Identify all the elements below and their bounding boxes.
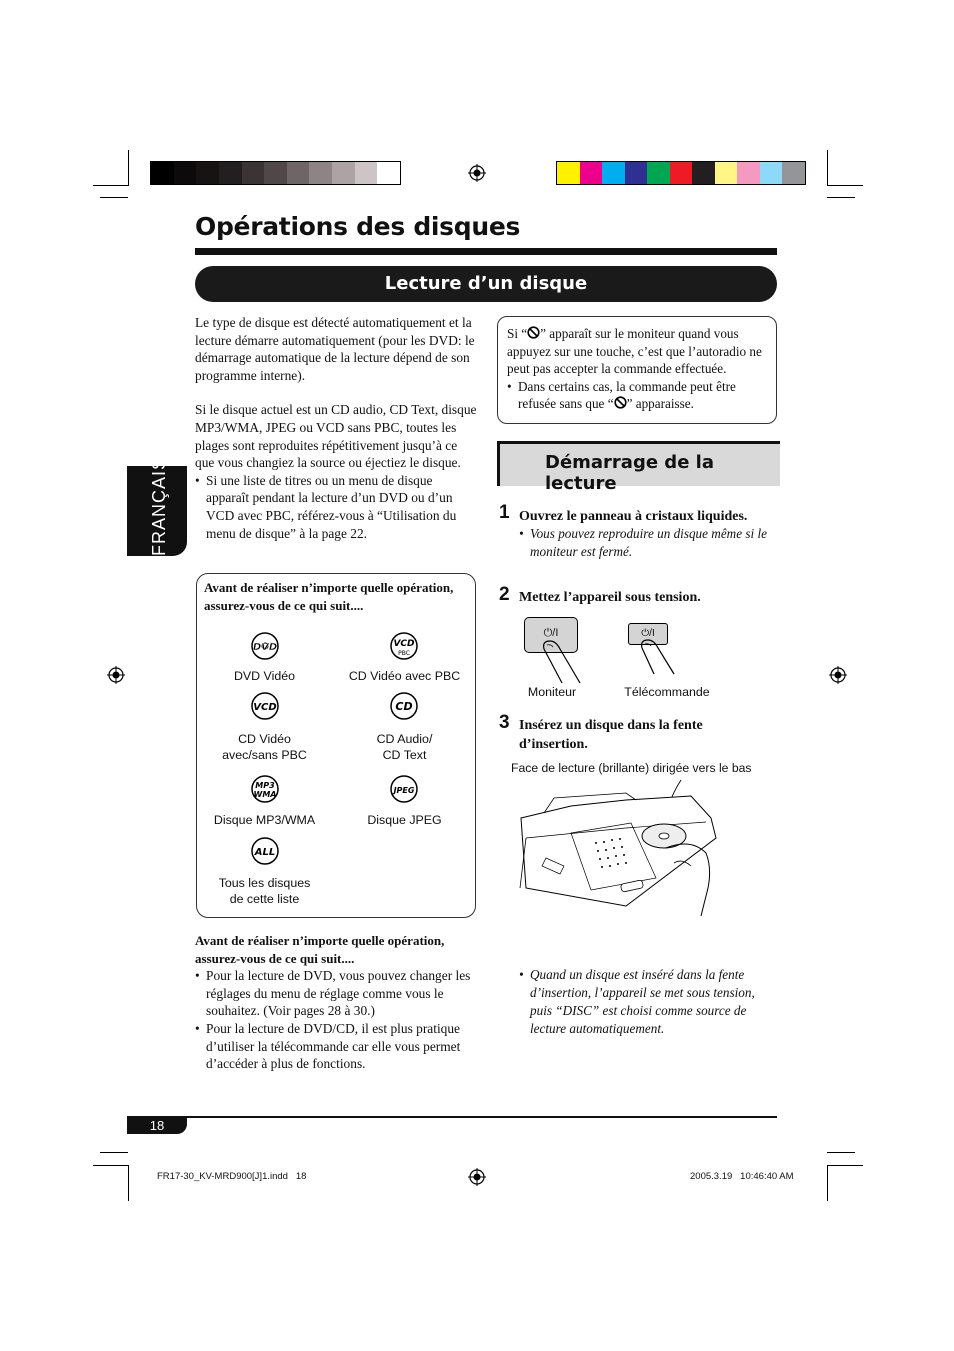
- calibration-swatch: [219, 162, 242, 184]
- vcd-logo-text: VCD: [253, 702, 277, 713]
- prohibited-icon: [527, 326, 540, 339]
- prohibited-icon: [614, 396, 627, 409]
- crop-mark: [128, 1165, 129, 1201]
- disc-insertion-illustration: [516, 778, 720, 918]
- calibration-swatch: [355, 162, 378, 184]
- crop-mark: [93, 1165, 129, 1166]
- finger-icon: [638, 636, 688, 676]
- bottom-rule: [127, 1116, 777, 1118]
- step3-text: Insérez un disque dans la fente d’insertion.: [519, 718, 703, 752]
- dvd-settings-bullet: • Pour la lecture de DVD, vous pouvez changer les réglages du menu de réglage comme vous le souhaitez. (Voir pages 28 à 30.): [195, 967, 477, 1020]
- disc-label-cd-line1: CD Audio/: [376, 732, 433, 746]
- all-logo-icon: [250, 836, 280, 866]
- remote-label: Télécommande: [624, 685, 710, 699]
- note-text-end: ” apparaît sur le moniteur quand vous appuyez sur une touche, c’est que l’autoradio ne peut pas accepter la commande effectuée.: [507, 326, 762, 377]
- calibration-swatch: [737, 162, 760, 184]
- disc-label-cd-line2: CD Text: [382, 748, 427, 762]
- calibration-swatch: [377, 162, 400, 184]
- section-heading: Lecture d’un disque: [195, 266, 777, 302]
- step3-note: • Quand un disque est inséré dans la fente d’insertion, l’appareil se met sous tension, puis “DISC” est choisi comme source de lecture automatiquement.: [519, 966, 778, 1038]
- calibration-swatch: [151, 162, 174, 184]
- dvd-logo-text: DVD: [252, 642, 278, 653]
- intro-paragraph: Le type de disque est détecté automatiquement et la lecture démarre automatiquement (pour les DVD: le démarrage automatique de la lecture dépend de son programme interne).: [195, 315, 475, 383]
- calibration-swatch: [625, 162, 648, 184]
- page-number: 18: [127, 1118, 187, 1134]
- monitor-label: Moniteur: [527, 685, 577, 699]
- step1-text: Ouvrez le panneau à cristaux liquides.: [519, 509, 748, 524]
- mp3-wma-logo-icon: [250, 774, 280, 804]
- dvd-logo-icon: [250, 631, 280, 661]
- calibration-swatch: [264, 162, 287, 184]
- title-rule: [195, 248, 777, 255]
- step1-note: • Vous pouvez reproduire un disque même si le moniteur est fermé.: [519, 525, 785, 561]
- disc-types-box: [196, 573, 476, 918]
- mp3-logo-text: MP3: [255, 781, 275, 790]
- disc-label-vcd: [207, 731, 322, 763]
- calibration-swatch: [715, 162, 738, 184]
- crop-mark: [827, 185, 863, 186]
- language-tab: [127, 456, 187, 556]
- repeat-paragraph: Si le disque actuel est un CD audio, CD Text, disque MP3/WMA, JPEG ou VCD sans PBC, toutes les plages sont reproduites répétitivement jusqu’à ce que vous changiez la source ou éjectiez le disque.: [195, 402, 477, 471]
- pbc-logo-text: PBC: [398, 650, 410, 657]
- calibration-swatch: [174, 162, 197, 184]
- cd-logo-text: CD: [395, 700, 413, 713]
- calibration-swatch: [580, 162, 603, 184]
- crop-mark: [827, 1165, 828, 1201]
- step-number: 3: [499, 712, 510, 733]
- insert-caption: Face de lecture (brillante) dirigée vers le bas: [511, 761, 752, 775]
- language-tab-label: FRANÇAIS: [149, 456, 169, 556]
- calibration-swatch: [782, 162, 805, 184]
- disc-label-cd: [337, 731, 472, 763]
- disc-label-mp3-wma: Disque MP3/WMA: [213, 813, 316, 827]
- vcd-pbc-logo-icon: [389, 631, 419, 661]
- disc-label-vcd-line1: CD Vidéo: [238, 732, 291, 746]
- disc-label-vcd-pbc: CD Vidéo avec PBC: [348, 669, 461, 683]
- calibration-swatch: [602, 162, 625, 184]
- before-operation-heading: Avant de réaliser n’importe quelle opération, assurez-vous de ce qui suit....: [195, 933, 445, 966]
- crop-mark: [100, 197, 128, 198]
- disc-label-dvd: DVD Vidéo: [233, 669, 296, 683]
- finger-icon: [540, 635, 590, 685]
- crop-mark: [827, 1165, 863, 1166]
- calibration-swatch: [309, 162, 332, 184]
- calibration-swatch: [557, 162, 580, 184]
- section-heading-2-label: Démarrage de la lecture: [545, 452, 714, 494]
- crop-mark: [128, 150, 129, 186]
- page-title: Opérations des disques: [195, 212, 521, 241]
- registration-mark-icon: [829, 666, 847, 684]
- step-number: 2: [499, 584, 510, 605]
- vcd-logo-icon: [250, 691, 280, 721]
- crop-mark: [93, 185, 129, 186]
- cd-logo-icon: [389, 691, 419, 721]
- registration-mark-icon: [107, 666, 125, 684]
- disc-label-all-line2: de cette liste: [229, 892, 300, 906]
- calibration-swatch: [332, 162, 355, 184]
- calibration-swatch: [287, 162, 310, 184]
- monitor-power-symbol: ⏻/I: [543, 627, 559, 639]
- calibration-swatch: [760, 162, 783, 184]
- crop-mark: [827, 1152, 855, 1153]
- jpeg-logo-text: JPEG: [393, 786, 415, 795]
- disc-label-all: [207, 875, 322, 907]
- disc-box-heading: Avant de réaliser n’importe quelle opération, assurez-vous de ce qui suit....: [204, 580, 454, 613]
- remote-power-symbol: ⏻/I: [641, 628, 655, 639]
- calibration-swatch: [242, 162, 265, 184]
- calibration-swatch: [196, 162, 219, 184]
- crop-mark: [100, 1152, 128, 1153]
- color-calibration-bar: [556, 161, 806, 185]
- remote-bullet: • Pour la lecture de DVD/CD, il est plus pratique d’utiliser la télécommande car elle vous permet d’accéder à plus de fonctions.: [195, 1020, 477, 1073]
- disc-label-vcd-line2: avec/sans PBC: [222, 748, 307, 762]
- disc-label-jpeg: Disque JPEG: [367, 813, 442, 827]
- jpeg-logo-icon: [389, 774, 419, 804]
- note-bullet: [507, 378, 771, 413]
- disc-label-all-line1: Tous les disques: [218, 876, 311, 890]
- all-logo-text: ALL: [254, 847, 276, 858]
- menu-bullet: • Si une liste de titres ou un menu de disque apparaît pendant la lecture d’un DVD ou d’un VCD avec PBC, référez-vous à “Utilisation du menu de disque” à la page 22.: [195, 472, 477, 542]
- crop-mark: [827, 150, 828, 186]
- wma-logo-text: WMA: [253, 790, 277, 799]
- note-bullet-end: ” apparaisse.: [626, 396, 694, 412]
- grayscale-calibration-bar: [150, 161, 401, 185]
- registration-mark-icon: [468, 164, 486, 182]
- step-number: 1: [499, 502, 510, 523]
- section-heading-2: [497, 441, 780, 494]
- vcd-pbc-logo-text: VCD: [393, 639, 415, 649]
- calibration-swatch: [670, 162, 693, 184]
- note-text-start: Si “: [507, 326, 528, 341]
- calibration-swatch: [692, 162, 715, 184]
- footer-file: FR17-30_KV-MRD900[J]1.indd 18: [157, 1171, 307, 1182]
- step2-text: Mettez l’appareil sous tension.: [519, 590, 701, 605]
- crop-mark: [827, 197, 855, 198]
- calibration-swatch: [647, 162, 670, 184]
- note-text: [507, 325, 771, 378]
- note-box: [497, 316, 777, 424]
- registration-mark-icon: [468, 1168, 486, 1186]
- footer-timestamp: 2005.3.19 10:46:40 AM: [690, 1171, 794, 1182]
- note-bullet-start: Dans certains cas, la commande peut être refusée sans que “: [518, 378, 736, 412]
